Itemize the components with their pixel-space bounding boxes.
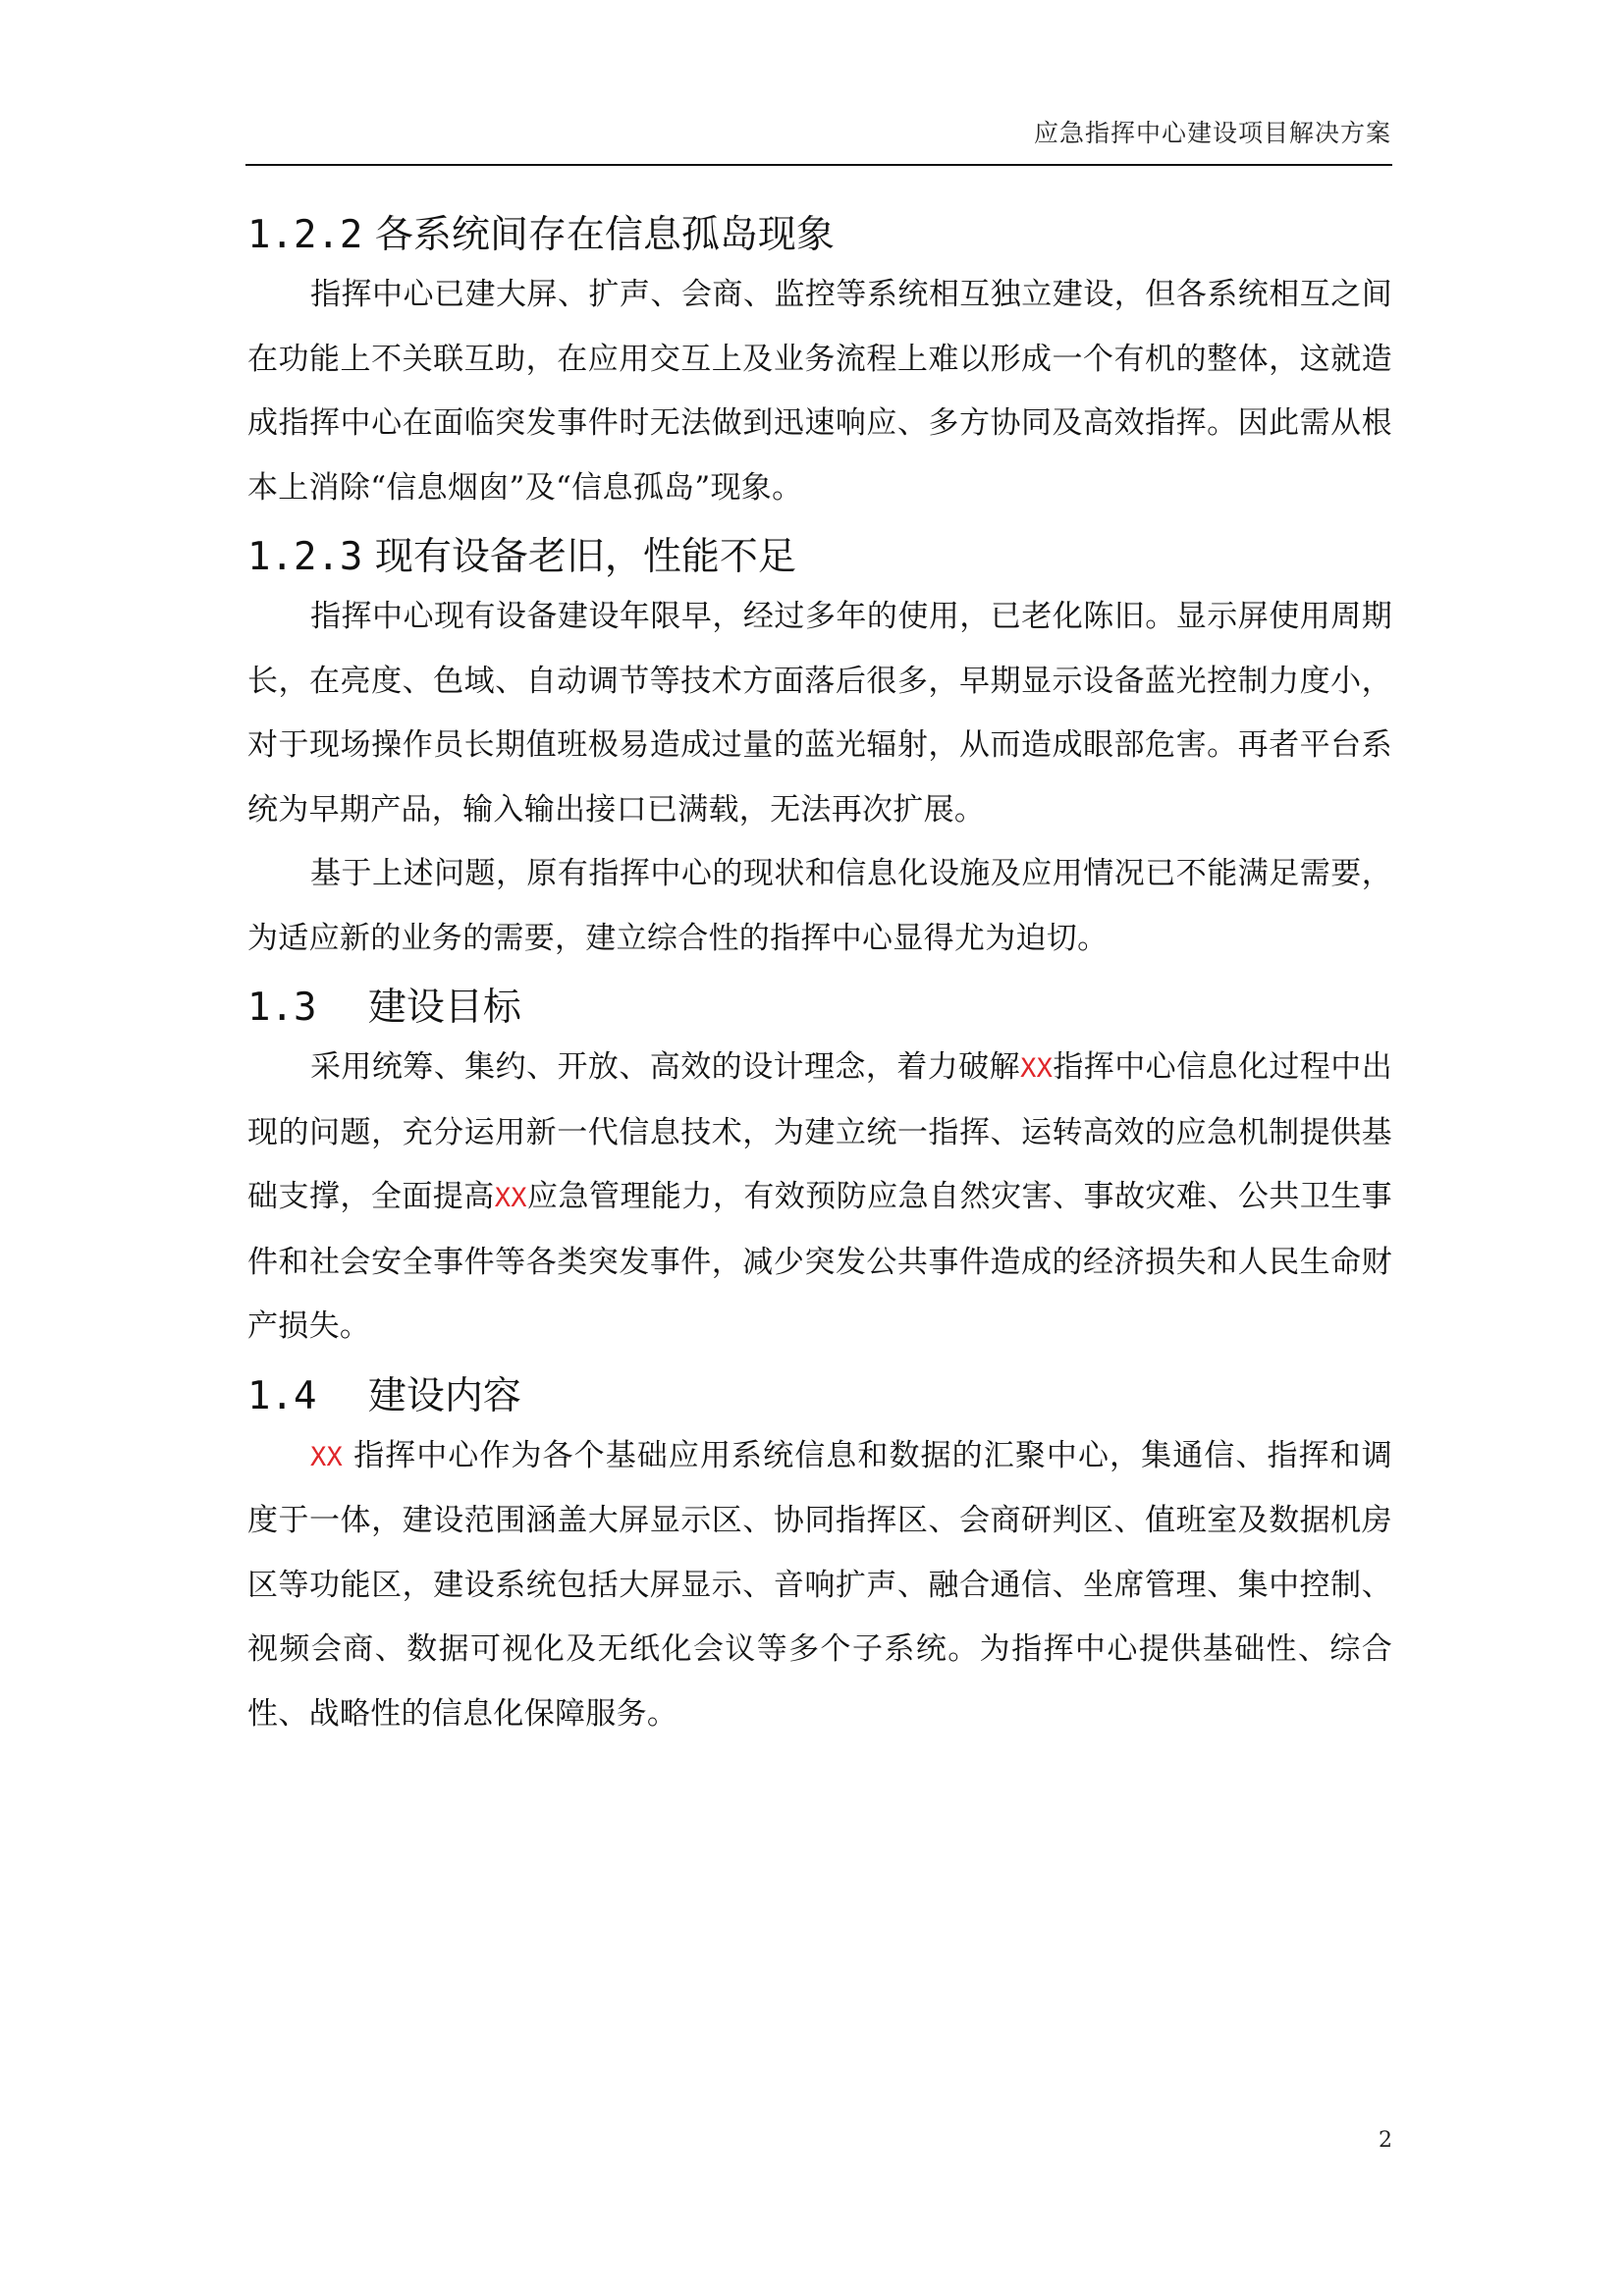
- section-number: 1.3: [247, 986, 317, 1030]
- section-heading-1-2-3: [247, 530, 1392, 585]
- section-heading-1-2-2: [247, 208, 1392, 263]
- section-title: 建设内容: [367, 1373, 521, 1418]
- section-heading-1-4: [247, 1369, 1392, 1424]
- header-rule: [245, 164, 1392, 166]
- section-title: 建设目标: [367, 986, 521, 1030]
- document-body: [247, 208, 1392, 1746]
- paragraph: [247, 1424, 1392, 1747]
- section-number: 1.2.2: [247, 213, 363, 257]
- section-number: 1.2.3: [247, 535, 363, 579]
- section-heading-1-3: [247, 981, 1392, 1036]
- page-number: 2: [1379, 2128, 1392, 2153]
- section-number: 1.4: [247, 1373, 317, 1418]
- placeholder-xx: XX: [1020, 1053, 1054, 1084]
- paragraph: [247, 1036, 1392, 1360]
- paragraph: 基于上述问题，原有指挥中心的现状和信息化设施及应用情况已不能满足需要，为适应新的业务的需要，建立综合性的指挥中心显得尤为迫切。: [247, 856, 1392, 956]
- page-header-title: 应急指挥中心建设项目解决方案: [1033, 119, 1391, 147]
- paragraph-text: 指挥中心作为各个基础应用系统信息和数据的汇聚中心，集通信、指挥和调度于一体，建设范围涵盖大屏显示区、协同指挥区、会商研判区、值班室及数据机房区等功能区，建设系统包括大屏显示、音响扩声、融合通信、坐席管理、集中控制、视频会商、数据可视化及无纸化会议等多个子系统。为指挥中心提供基础性、综合性、战略性的信息化保障服务。: [247, 1437, 1392, 1732]
- paragraph-text: 采用统筹、集约、开放、高效的设计理念，着力破解: [310, 1049, 1021, 1085]
- paragraph-text: 应急管理能力，有效预防应急自然灾害、事故灾难、公共卫生事件和社会安全事件等各类突发事件，减少突发公共事件造成的经济损失和人民生命财产损失。: [247, 1179, 1392, 1344]
- placeholder-xx: XX: [310, 1441, 344, 1472]
- paragraph-text: 指挥中心信息化过程中出现的问题，充分运用新一代信息技术，为建立统一指挥、运转高效的应急机制提供基础支撑，全面提高: [247, 1049, 1392, 1214]
- section-title: 各系统间存在信息孤岛现象: [374, 213, 835, 257]
- section-title: 现有设备老旧，性能不足: [374, 535, 796, 579]
- placeholder-xx: XX: [494, 1183, 527, 1213]
- paragraph: 指挥中心现有设备建设年限早，经过多年的使用，已老化陈旧。显示屏使用周期长，在亮度、色域、自动调节等技术方面落后很多，早期显示设备蓝光控制力度小，对于现场操作员长期值班极易造成过量的蓝光辐射，从而造成眼部危害。再者平台系统为早期产品，输入输出接口已满载，无法再次扩展。: [247, 599, 1392, 828]
- paragraph: 指挥中心已建大屏、扩声、会商、监控等系统相互独立建设，但各系统相互之间在功能上不关联互助，在应用交互上及业务流程上难以形成一个有机的整体，这就造成指挥中心在面临突发事件时无法做到迅速响应、多方协同及高效指挥。因此需从根本上消除“信息烟囱”及“信息孤岛”现象。: [247, 277, 1392, 506]
